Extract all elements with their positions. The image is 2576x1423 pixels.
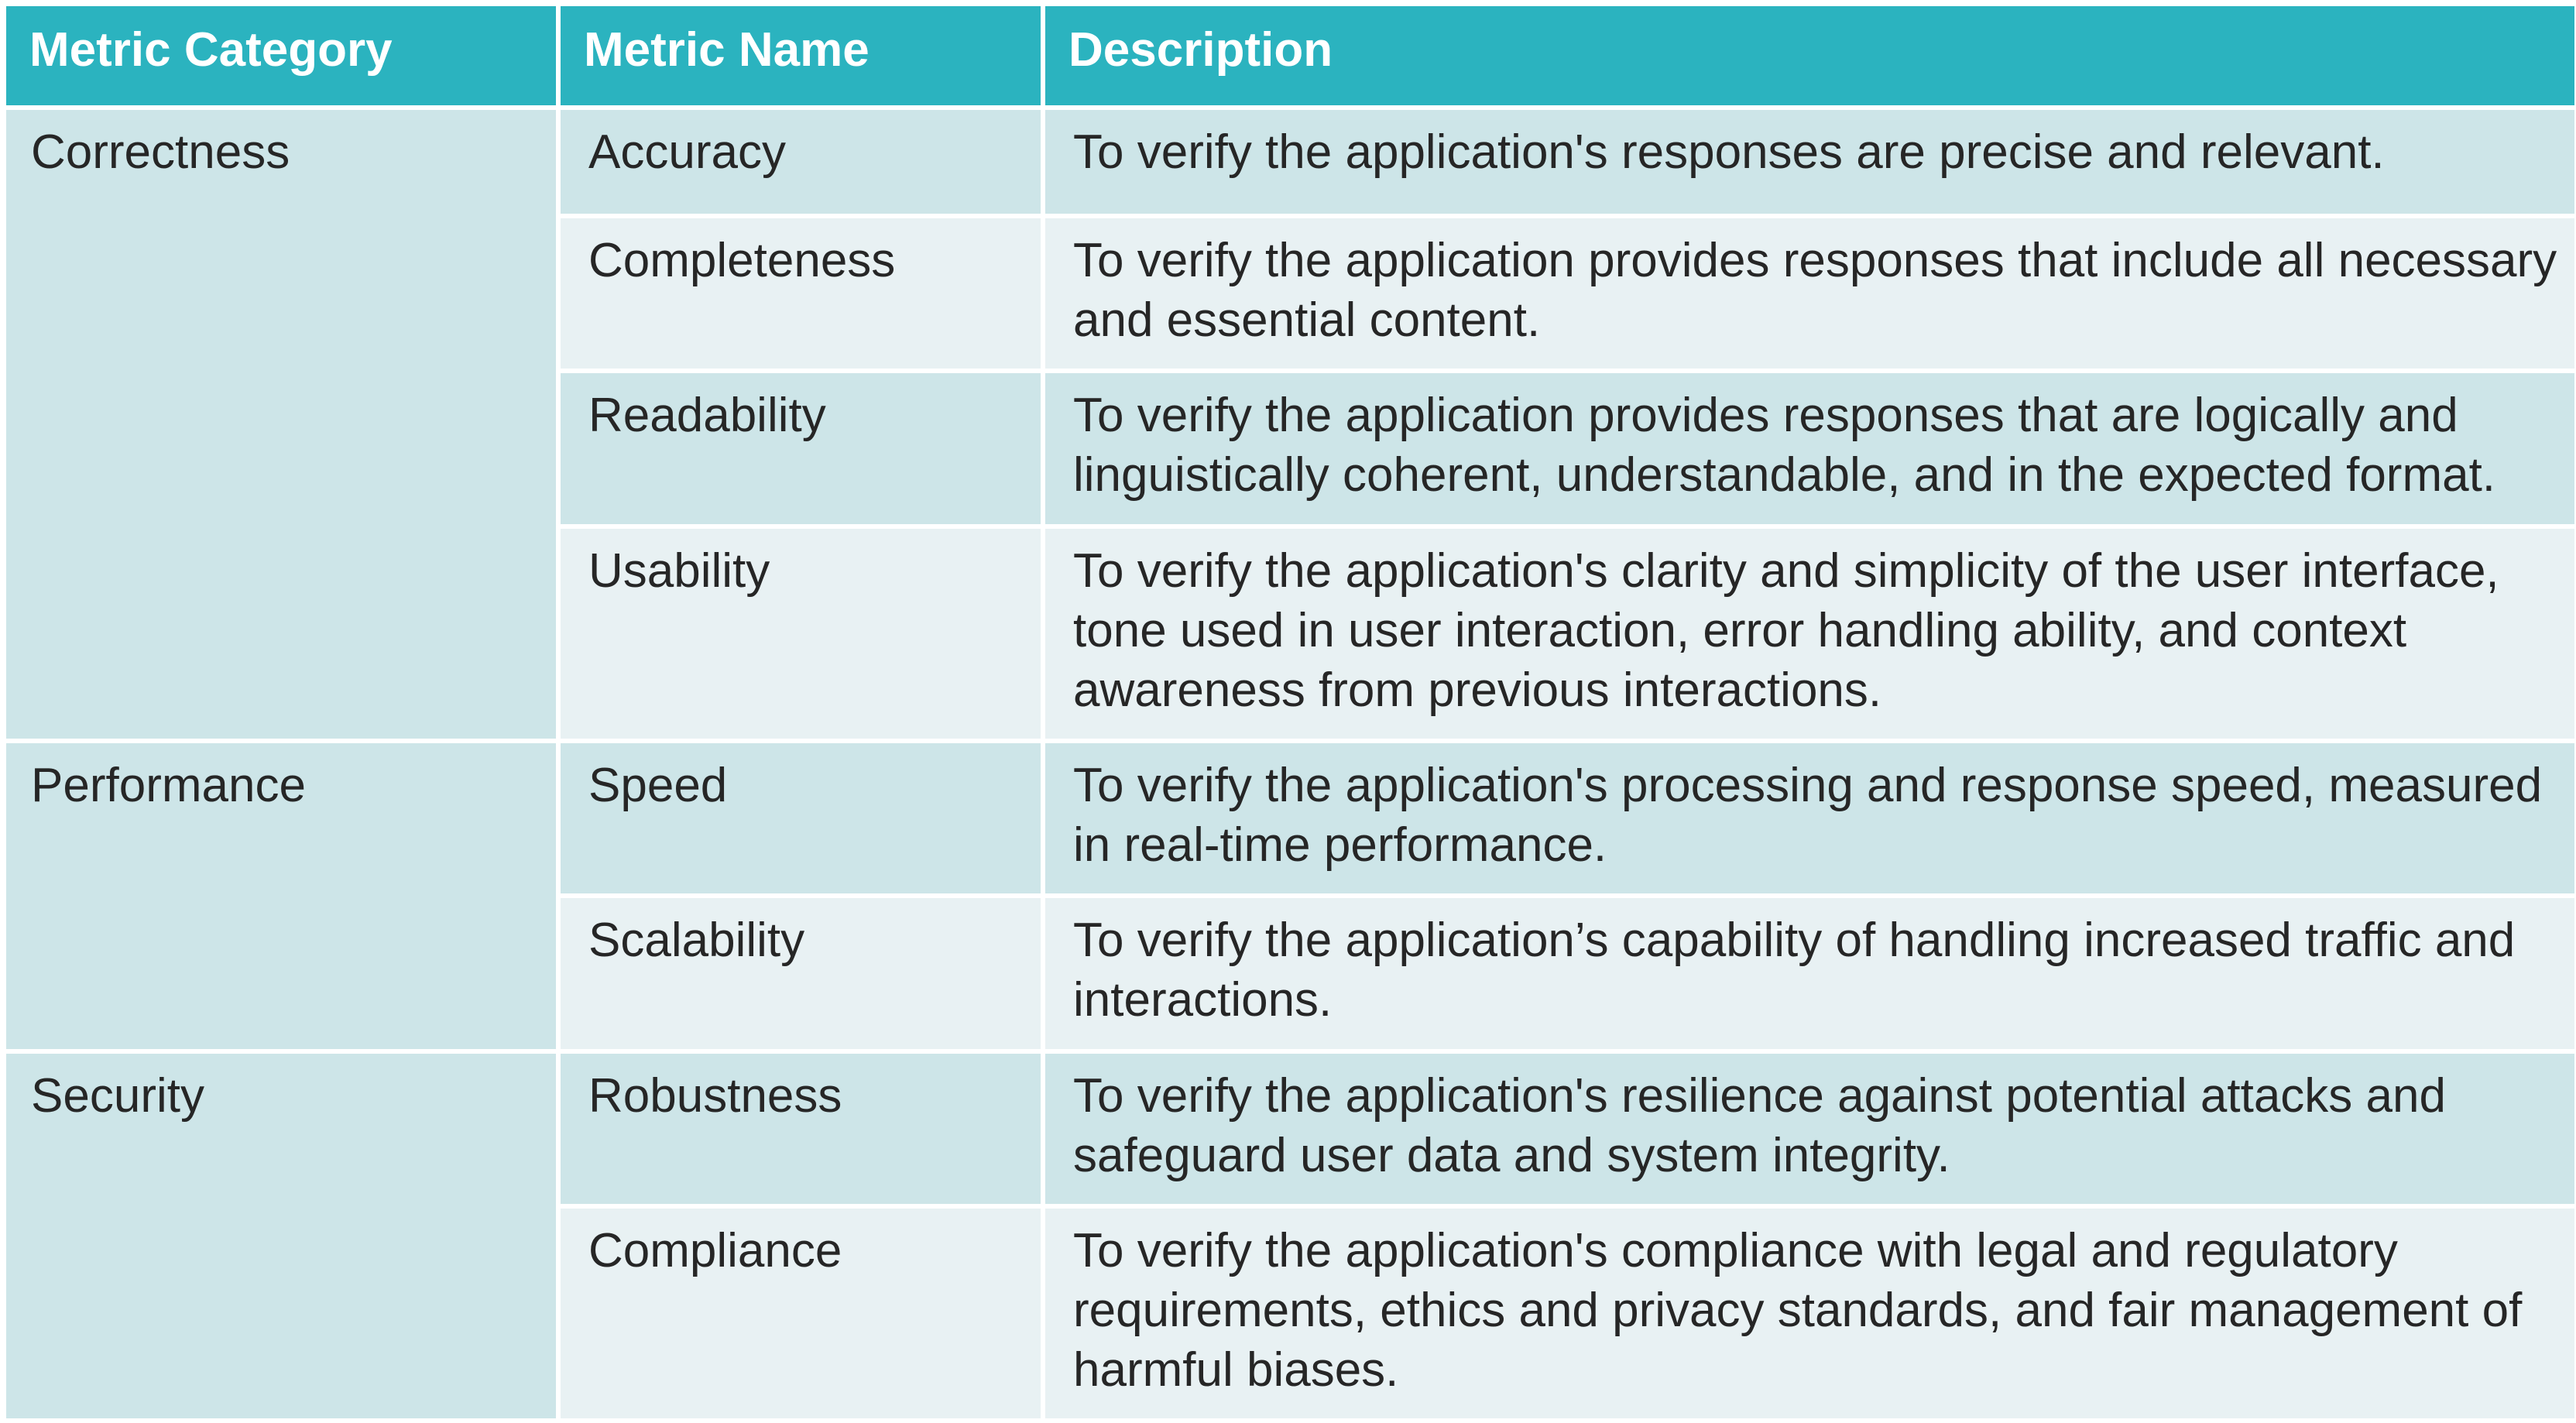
metric-name-cell: Scalability xyxy=(558,896,1043,1051)
category-cell-performance: Performance xyxy=(4,741,558,1051)
metric-name-cell: Compliance xyxy=(558,1206,1043,1421)
header-row xyxy=(4,4,2576,108)
metrics-table xyxy=(2,2,2576,1423)
description-cell: To verify the application’s capability of handling increased traffic and interactions. xyxy=(1043,896,2576,1051)
description-cell: To verify the application provides responses that include all necessary and essential content. xyxy=(1043,216,2576,371)
metric-name-cell: Speed xyxy=(558,741,1043,896)
table-row xyxy=(4,108,2576,216)
metric-name-cell: Readability xyxy=(558,371,1043,526)
description-cell: To verify the application's compliance with legal and regulatory requirements, ethics and privacy standards, and fair management of harmful biases. xyxy=(1043,1206,2576,1421)
header-description: Description xyxy=(1043,4,2576,108)
table-row xyxy=(4,1051,2576,1206)
metric-name-cell: Completeness xyxy=(558,216,1043,371)
header-metric-name: Metric Name xyxy=(558,4,1043,108)
description-cell: To verify the application's processing and response speed, measured in real-time performance. xyxy=(1043,741,2576,896)
header-metric-category: Metric Category xyxy=(4,4,558,108)
table-row xyxy=(4,741,2576,896)
description-cell: To verify the application provides responses that are logically and linguistically coherent, understandable, and in the expected format. xyxy=(1043,371,2576,526)
description-cell: To verify the application's resilience against potential attacks and safeguard user data and system integrity. xyxy=(1043,1051,2576,1206)
category-cell-correctness: Correctness xyxy=(4,108,558,741)
description-cell: To verify the application's responses are precise and relevant. xyxy=(1043,108,2576,216)
metric-name-cell: Robustness xyxy=(558,1051,1043,1206)
category-cell-security: Security xyxy=(4,1051,558,1421)
description-cell: To verify the application's clarity and simplicity of the user interface, tone used in user interaction, error handling ability, and context awareness from previous interactions. xyxy=(1043,526,2576,741)
metric-name-cell: Accuracy xyxy=(558,108,1043,216)
metric-name-cell: Usability xyxy=(558,526,1043,741)
